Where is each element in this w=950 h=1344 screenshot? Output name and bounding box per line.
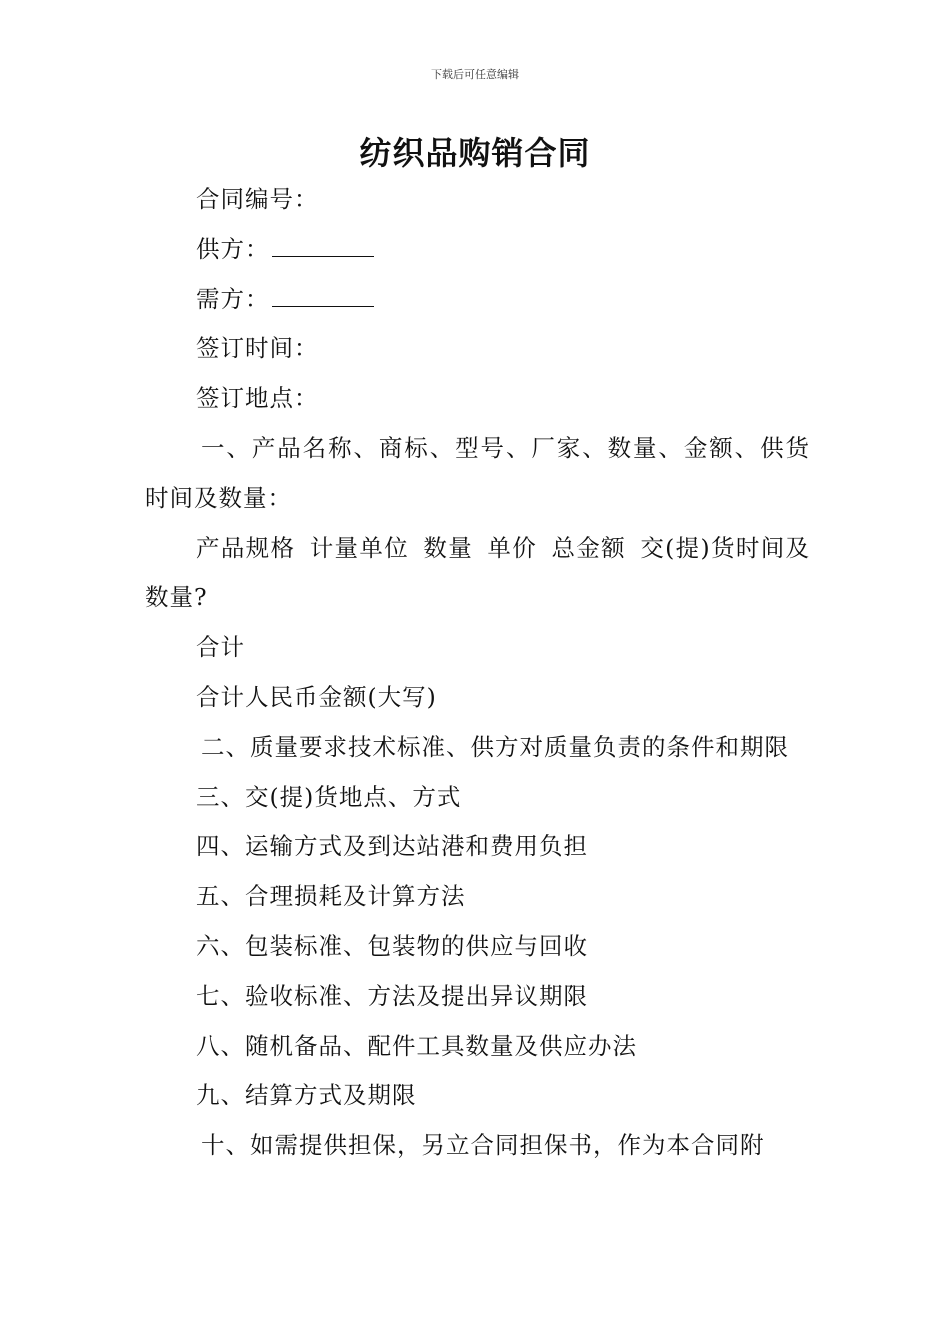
col-spec: 产品规格	[196, 533, 296, 562]
section-8: 八、随机备品、配件工具数量及供应办法	[196, 1031, 637, 1060]
section-2: 二、质量要求技术标准、供方对质量负责的条件和期限	[201, 732, 789, 761]
section-6: 六、包装标准、包装物的供应与回收	[196, 931, 588, 960]
col-delivery: 交(提)货时间及数量?	[145, 533, 811, 612]
document-title: 纺织品购销合同	[359, 134, 591, 172]
col-unit: 计量单位	[309, 533, 410, 562]
supplier-label: 供方：	[196, 234, 270, 263]
document-body	[145, 175, 810, 1171]
buyer-label: 需方：	[196, 284, 270, 313]
section-7: 七、验收标准、方法及提出异议期限	[196, 981, 588, 1010]
section-5: 五、合理损耗及计算方法	[196, 882, 466, 911]
contract-number-field: 合同编号：	[196, 185, 319, 213]
buyer-field	[145, 275, 810, 325]
col-total: 总金额	[551, 533, 626, 562]
total-row: 合计	[196, 633, 245, 662]
section-4: 四、运输方式及到达站港和费用负担	[196, 832, 588, 861]
supplier-blank	[272, 238, 374, 257]
sign-place-field: 签订地点：	[196, 384, 319, 413]
product-table-header	[145, 524, 810, 624]
section-9: 九、结算方式及期限	[196, 1081, 417, 1110]
section-3: 三、交(提)货地点、方式	[196, 782, 462, 811]
sign-time-field: 签订时间：	[196, 334, 319, 363]
buyer-blank	[272, 288, 374, 307]
col-qty: 数量	[423, 533, 474, 562]
total-rmb-row: 合计人民币金额(大写)	[196, 682, 437, 711]
supplier-field	[145, 225, 810, 275]
col-price: 单价	[487, 533, 538, 562]
section-1: 一、产品名称、商标、型号、厂家、数量、金额、供货时间及数量：	[145, 433, 810, 512]
page-header: 下载后可任意编辑	[431, 68, 519, 81]
section-10: 十、如需提供担保，另立合同担保书，作为本合同附	[201, 1131, 765, 1160]
